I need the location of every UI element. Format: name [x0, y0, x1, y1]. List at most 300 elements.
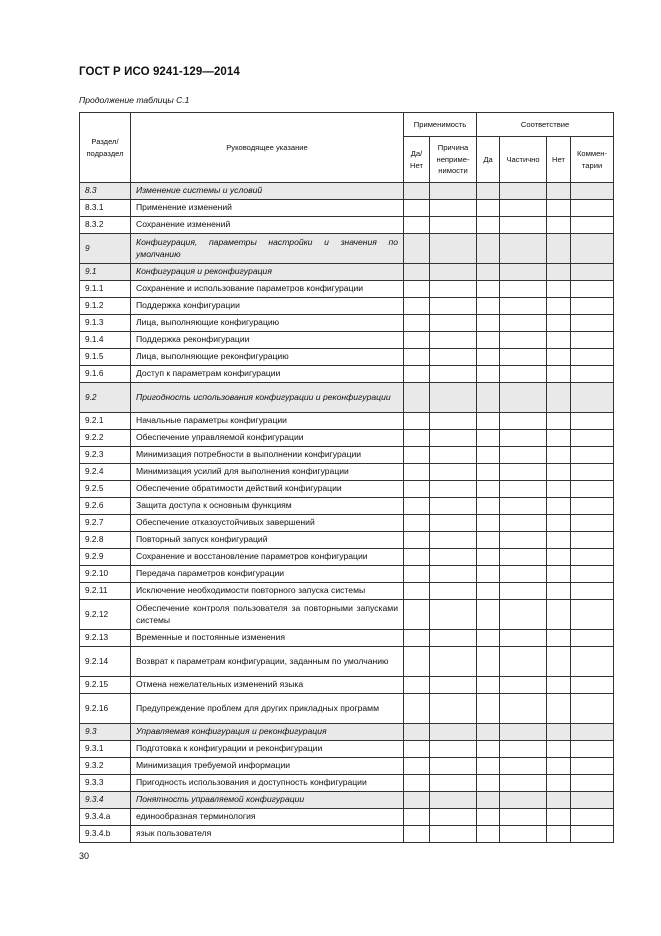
cell-no[interactable]: [547, 183, 571, 200]
cell-reason[interactable]: [430, 694, 477, 724]
table-body: [80, 183, 614, 843]
cell-no[interactable]: [547, 200, 571, 217]
cell-yes-no[interactable]: [404, 447, 430, 464]
guidance-text: Обеспечение контроля пользователя за повторными запусками системы: [131, 600, 404, 630]
cell-yes-no[interactable]: [404, 532, 430, 549]
cell-yes[interactable]: [477, 349, 500, 366]
col-header-no: Нет: [547, 137, 571, 183]
cell-reason[interactable]: [430, 430, 477, 447]
cell-no[interactable]: [547, 315, 571, 332]
cell-comments[interactable]: [571, 600, 614, 630]
cell-partial[interactable]: [500, 694, 547, 724]
guidance-text: Поддержка реконфигурации: [131, 332, 404, 349]
cell-comments[interactable]: [571, 809, 614, 826]
cell-partial[interactable]: [500, 792, 547, 809]
table-row: [80, 498, 614, 515]
cell-comments[interactable]: [571, 200, 614, 217]
cell-yes[interactable]: [477, 281, 500, 298]
cell-reason[interactable]: [430, 281, 477, 298]
table-row: [80, 647, 614, 677]
cell-yes[interactable]: [477, 366, 500, 383]
section-code: 9.2.14: [80, 647, 131, 677]
guidance-text: Предупреждение проблем для других прикладных программ: [131, 694, 404, 724]
cell-yes[interactable]: [477, 298, 500, 315]
guidance-text: Обеспечение отказоустойчивых завершений: [131, 515, 404, 532]
cell-no[interactable]: [547, 447, 571, 464]
cell-no[interactable]: [547, 481, 571, 498]
section-code: 9.2.9: [80, 549, 131, 566]
guidance-text: Сохранение и использование параметров конфигурации: [131, 281, 404, 298]
guidance-text: Пригодность использования конфигурации и реконфигурации: [131, 383, 404, 413]
cell-comments[interactable]: [571, 775, 614, 792]
cell-no[interactable]: [547, 464, 571, 481]
cell-yes-no[interactable]: [404, 200, 430, 217]
section-code: 9.2.16: [80, 694, 131, 724]
cell-reason[interactable]: [430, 677, 477, 694]
cell-comments[interactable]: [571, 413, 614, 430]
col-header-applicability: Применимость: [404, 113, 477, 137]
cell-no[interactable]: [547, 758, 571, 775]
cell-yes[interactable]: [477, 217, 500, 234]
cell-comments[interactable]: [571, 566, 614, 583]
cell-comments[interactable]: [571, 234, 614, 264]
table-row: [80, 298, 614, 315]
cell-no[interactable]: [547, 694, 571, 724]
section-row: [80, 792, 614, 809]
guidance-text: Конфигурация и реконфигурация: [131, 264, 404, 281]
cell-reason[interactable]: [430, 630, 477, 647]
table-row: [80, 281, 614, 298]
cell-partial[interactable]: [500, 413, 547, 430]
cell-reason[interactable]: [430, 332, 477, 349]
cell-reason[interactable]: [430, 498, 477, 515]
cell-yes[interactable]: [477, 792, 500, 809]
table-row: [80, 200, 614, 217]
cell-no[interactable]: [547, 383, 571, 413]
cell-no[interactable]: [547, 647, 571, 677]
table-row: [80, 630, 614, 647]
cell-partial[interactable]: [500, 583, 547, 600]
cell-comments[interactable]: [571, 183, 614, 200]
cell-yes-no[interactable]: [404, 217, 430, 234]
cell-yes[interactable]: [477, 741, 500, 758]
section-row: [80, 724, 614, 741]
cell-comments[interactable]: [571, 366, 614, 383]
section-code: 9.1.6: [80, 366, 131, 383]
table-row: [80, 775, 614, 792]
cell-partial[interactable]: [500, 809, 547, 826]
cell-yes-no[interactable]: [404, 630, 430, 647]
table-row: [80, 413, 614, 430]
cell-comments[interactable]: [571, 383, 614, 413]
cell-no[interactable]: [547, 498, 571, 515]
cell-yes-no[interactable]: [404, 647, 430, 677]
cell-partial[interactable]: [500, 758, 547, 775]
guidance-text: Обеспечение обратимости действий конфигурации: [131, 481, 404, 498]
table-row: [80, 430, 614, 447]
cell-no[interactable]: [547, 515, 571, 532]
cell-no[interactable]: [547, 549, 571, 566]
cell-yes[interactable]: [477, 464, 500, 481]
cell-reason[interactable]: [430, 464, 477, 481]
cell-comments[interactable]: [571, 349, 614, 366]
section-code: 9.1.2: [80, 298, 131, 315]
cell-partial[interactable]: [500, 630, 547, 647]
guidance-text: Поддержка конфигурации: [131, 298, 404, 315]
cell-yes[interactable]: [477, 200, 500, 217]
cell-reason[interactable]: [430, 315, 477, 332]
cell-no[interactable]: [547, 349, 571, 366]
section-code: 9.2: [80, 383, 131, 413]
cell-yes-no[interactable]: [404, 741, 430, 758]
cell-partial[interactable]: [500, 532, 547, 549]
cell-comments[interactable]: [571, 217, 614, 234]
section-code: 9.2.7: [80, 515, 131, 532]
cell-yes-no[interactable]: [404, 826, 430, 843]
section-code: 9.2.1: [80, 413, 131, 430]
section-code: 9.3.2: [80, 758, 131, 775]
cell-comments[interactable]: [571, 464, 614, 481]
cell-yes-no[interactable]: [404, 515, 430, 532]
cell-comments[interactable]: [571, 677, 614, 694]
cell-no[interactable]: [547, 430, 571, 447]
cell-reason[interactable]: [430, 826, 477, 843]
cell-comments[interactable]: [571, 430, 614, 447]
cell-reason[interactable]: [430, 481, 477, 498]
cell-reason[interactable]: [430, 200, 477, 217]
cell-yes[interactable]: [477, 809, 500, 826]
cell-yes[interactable]: [477, 677, 500, 694]
cell-partial[interactable]: [500, 775, 547, 792]
cell-yes[interactable]: [477, 315, 500, 332]
cell-reason[interactable]: [430, 298, 477, 315]
col-header-guidance: Руководящее указание: [131, 113, 404, 183]
cell-partial[interactable]: [500, 281, 547, 298]
cell-partial[interactable]: [500, 647, 547, 677]
cell-yes[interactable]: [477, 694, 500, 724]
cell-comments[interactable]: [571, 741, 614, 758]
cell-partial[interactable]: [500, 464, 547, 481]
cell-yes-no[interactable]: [404, 332, 430, 349]
cell-comments[interactable]: [571, 447, 614, 464]
cell-no[interactable]: [547, 281, 571, 298]
cell-yes[interactable]: [477, 826, 500, 843]
guidance-text: Передача параметров конфигурации: [131, 566, 404, 583]
col-header-comments: Комментарии: [571, 137, 614, 183]
cell-yes[interactable]: [477, 549, 500, 566]
section-code: 9.2.4: [80, 464, 131, 481]
cell-reason[interactable]: [430, 583, 477, 600]
cell-yes-no[interactable]: [404, 264, 430, 281]
section-code: 9.2.3: [80, 447, 131, 464]
cell-no[interactable]: [547, 677, 571, 694]
table-row: [80, 515, 614, 532]
cell-partial[interactable]: [500, 826, 547, 843]
section-code: 9.2.6: [80, 498, 131, 515]
cell-yes[interactable]: [477, 481, 500, 498]
cell-no[interactable]: [547, 809, 571, 826]
cell-yes[interactable]: [477, 430, 500, 447]
cell-reason[interactable]: [430, 366, 477, 383]
cell-partial[interactable]: [500, 549, 547, 566]
cell-comments[interactable]: [571, 630, 614, 647]
cell-partial[interactable]: [500, 724, 547, 741]
cell-partial[interactable]: [500, 332, 547, 349]
guidance-text: Защита доступа к основным функциям: [131, 498, 404, 515]
cell-comments[interactable]: [571, 724, 614, 741]
cell-comments[interactable]: [571, 758, 614, 775]
cell-comments[interactable]: [571, 515, 614, 532]
section-code: 9.2.2: [80, 430, 131, 447]
cell-reason[interactable]: [430, 413, 477, 430]
cell-no[interactable]: [547, 630, 571, 647]
cell-partial[interactable]: [500, 677, 547, 694]
cell-yes-no[interactable]: [404, 298, 430, 315]
cell-partial[interactable]: [500, 200, 547, 217]
cell-reason[interactable]: [430, 447, 477, 464]
section-code: 9.3.3: [80, 775, 131, 792]
cell-comments[interactable]: [571, 298, 614, 315]
cell-reason[interactable]: [430, 383, 477, 413]
cell-reason[interactable]: [430, 532, 477, 549]
cell-reason[interactable]: [430, 758, 477, 775]
section-row: [80, 183, 614, 200]
cell-yes[interactable]: [477, 724, 500, 741]
cell-yes-no[interactable]: [404, 481, 430, 498]
cell-yes-no[interactable]: [404, 724, 430, 741]
checklist-table: [79, 112, 614, 843]
col-header-section: Раздел/ подраздел: [80, 113, 131, 183]
table-row: [80, 826, 614, 843]
cell-yes-no[interactable]: [404, 809, 430, 826]
section-code: 9.3.4.b: [80, 826, 131, 843]
cell-partial[interactable]: [500, 481, 547, 498]
cell-yes[interactable]: [477, 600, 500, 630]
cell-yes[interactable]: [477, 447, 500, 464]
cell-yes-no[interactable]: [404, 694, 430, 724]
section-code: 9.2.10: [80, 566, 131, 583]
guidance-text: Понятность управляемой конфигурации: [131, 792, 404, 809]
cell-yes-no[interactable]: [404, 792, 430, 809]
cell-no[interactable]: [547, 775, 571, 792]
guidance-text: Начальные параметры конфигурации: [131, 413, 404, 430]
cell-yes-no[interactable]: [404, 183, 430, 200]
cell-partial[interactable]: [500, 315, 547, 332]
cell-partial[interactable]: [500, 430, 547, 447]
cell-partial[interactable]: [500, 183, 547, 200]
cell-yes[interactable]: [477, 583, 500, 600]
cell-partial[interactable]: [500, 741, 547, 758]
cell-comments[interactable]: [571, 264, 614, 281]
cell-yes-no[interactable]: [404, 383, 430, 413]
cell-yes[interactable]: [477, 332, 500, 349]
cell-comments[interactable]: [571, 498, 614, 515]
cell-no[interactable]: [547, 600, 571, 630]
table-caption: Продолжение таблицы С.1: [79, 95, 190, 105]
cell-no[interactable]: [547, 826, 571, 843]
cell-comments[interactable]: [571, 332, 614, 349]
cell-reason[interactable]: [430, 549, 477, 566]
cell-yes-no[interactable]: [404, 349, 430, 366]
table-row: [80, 758, 614, 775]
section-row: [80, 264, 614, 281]
cell-comments[interactable]: [571, 826, 614, 843]
cell-yes[interactable]: [477, 566, 500, 583]
cell-yes-no[interactable]: [404, 677, 430, 694]
cell-partial[interactable]: [500, 447, 547, 464]
cell-reason[interactable]: [430, 234, 477, 264]
cell-reason[interactable]: [430, 724, 477, 741]
cell-partial[interactable]: [500, 217, 547, 234]
cell-no[interactable]: [547, 566, 571, 583]
cell-reason[interactable]: [430, 741, 477, 758]
cell-reason[interactable]: [430, 349, 477, 366]
cell-reason[interactable]: [430, 792, 477, 809]
cell-partial[interactable]: [500, 515, 547, 532]
cell-comments[interactable]: [571, 281, 614, 298]
table-row: [80, 600, 614, 630]
cell-partial[interactable]: [500, 566, 547, 583]
cell-partial[interactable]: [500, 600, 547, 630]
cell-no[interactable]: [547, 724, 571, 741]
cell-no[interactable]: [547, 217, 571, 234]
cell-reason[interactable]: [430, 515, 477, 532]
cell-yes-no[interactable]: [404, 430, 430, 447]
cell-partial[interactable]: [500, 298, 547, 315]
guidance-text: Исключение необходимости повторного запуска системы: [131, 583, 404, 600]
cell-yes[interactable]: [477, 647, 500, 677]
cell-comments[interactable]: [571, 792, 614, 809]
cell-reason[interactable]: [430, 183, 477, 200]
cell-yes[interactable]: [477, 758, 500, 775]
section-code: 8.3: [80, 183, 131, 200]
cell-no[interactable]: [547, 741, 571, 758]
cell-yes-no[interactable]: [404, 281, 430, 298]
cell-yes-no[interactable]: [404, 775, 430, 792]
section-code: 9.3.1: [80, 741, 131, 758]
cell-yes-no[interactable]: [404, 600, 430, 630]
cell-partial[interactable]: [500, 366, 547, 383]
cell-no[interactable]: [547, 332, 571, 349]
cell-reason[interactable]: [430, 600, 477, 630]
guidance-text: Повторный запуск конфигураций: [131, 532, 404, 549]
table-row: [80, 741, 614, 758]
cell-yes[interactable]: [477, 234, 500, 264]
section-code: 9.2.5: [80, 481, 131, 498]
guidance-text: Лица, выполняющие конфигурацию: [131, 315, 404, 332]
cell-no[interactable]: [547, 298, 571, 315]
cell-yes[interactable]: [477, 264, 500, 281]
cell-yes-no[interactable]: [404, 464, 430, 481]
cell-yes[interactable]: [477, 413, 500, 430]
cell-yes-no[interactable]: [404, 583, 430, 600]
cell-no[interactable]: [547, 264, 571, 281]
cell-reason[interactable]: [430, 566, 477, 583]
guidance-text: Отмена нежелательных изменений языка: [131, 677, 404, 694]
table-row: [80, 366, 614, 383]
cell-comments[interactable]: [571, 549, 614, 566]
cell-yes[interactable]: [477, 183, 500, 200]
guidance-text: Сохранение изменений: [131, 217, 404, 234]
cell-yes-no[interactable]: [404, 413, 430, 430]
section-code: 9.1.1: [80, 281, 131, 298]
section-code: 8.3.2: [80, 217, 131, 234]
cell-yes-no[interactable]: [404, 498, 430, 515]
cell-yes-no[interactable]: [404, 234, 430, 264]
col-header-yes-no: Да/ Нет: [404, 137, 430, 183]
cell-partial[interactable]: [500, 264, 547, 281]
guidance-text: Изменение системы и условий: [131, 183, 404, 200]
section-code: 9.2.13: [80, 630, 131, 647]
cell-no[interactable]: [547, 366, 571, 383]
guidance-text: Лица, выполняющие реконфигурацию: [131, 349, 404, 366]
guidance-text: единообразная терминология: [131, 809, 404, 826]
section-code: 9.1.3: [80, 315, 131, 332]
cell-yes-no[interactable]: [404, 366, 430, 383]
section-code: 9.2.12: [80, 600, 131, 630]
cell-yes-no[interactable]: [404, 315, 430, 332]
cell-comments[interactable]: [571, 315, 614, 332]
cell-yes[interactable]: [477, 775, 500, 792]
section-code: 9.3.4.a: [80, 809, 131, 826]
section-code: 9.2.8: [80, 532, 131, 549]
guidance-text: Доступ к параметрам конфигурации: [131, 366, 404, 383]
guidance-text: Минимизация требуемой информации: [131, 758, 404, 775]
cell-no[interactable]: [547, 583, 571, 600]
section-code: 9.1.5: [80, 349, 131, 366]
cell-reason[interactable]: [430, 264, 477, 281]
cell-partial[interactable]: [500, 349, 547, 366]
section-code: 8.3.1: [80, 200, 131, 217]
cell-partial[interactable]: [500, 234, 547, 264]
section-code: 9.2.15: [80, 677, 131, 694]
cell-no[interactable]: [547, 413, 571, 430]
cell-yes-no[interactable]: [404, 549, 430, 566]
cell-reason[interactable]: [430, 217, 477, 234]
table-row: [80, 677, 614, 694]
cell-yes[interactable]: [477, 383, 500, 413]
cell-reason[interactable]: [430, 809, 477, 826]
table-row: [80, 349, 614, 366]
cell-partial[interactable]: [500, 383, 547, 413]
cell-no[interactable]: [547, 234, 571, 264]
cell-yes[interactable]: [477, 532, 500, 549]
cell-comments[interactable]: [571, 583, 614, 600]
cell-no[interactable]: [547, 532, 571, 549]
cell-partial[interactable]: [500, 498, 547, 515]
cell-yes-no[interactable]: [404, 758, 430, 775]
table-row: [80, 481, 614, 498]
cell-comments[interactable]: [571, 647, 614, 677]
cell-reason[interactable]: [430, 775, 477, 792]
cell-comments[interactable]: [571, 481, 614, 498]
cell-yes[interactable]: [477, 630, 500, 647]
table-row: [80, 217, 614, 234]
cell-yes[interactable]: [477, 515, 500, 532]
cell-no[interactable]: [547, 792, 571, 809]
cell-yes-no[interactable]: [404, 566, 430, 583]
cell-yes[interactable]: [477, 498, 500, 515]
section-row: [80, 383, 614, 413]
guidance-text: Управляемая конфигурация и реконфигурация: [131, 724, 404, 741]
cell-comments[interactable]: [571, 694, 614, 724]
page-number: 30: [79, 851, 90, 861]
section-row: [80, 234, 614, 264]
col-header-conformance: Соответствие: [477, 113, 614, 137]
cell-comments[interactable]: [571, 532, 614, 549]
cell-reason[interactable]: [430, 647, 477, 677]
section-code: 9.1.4: [80, 332, 131, 349]
